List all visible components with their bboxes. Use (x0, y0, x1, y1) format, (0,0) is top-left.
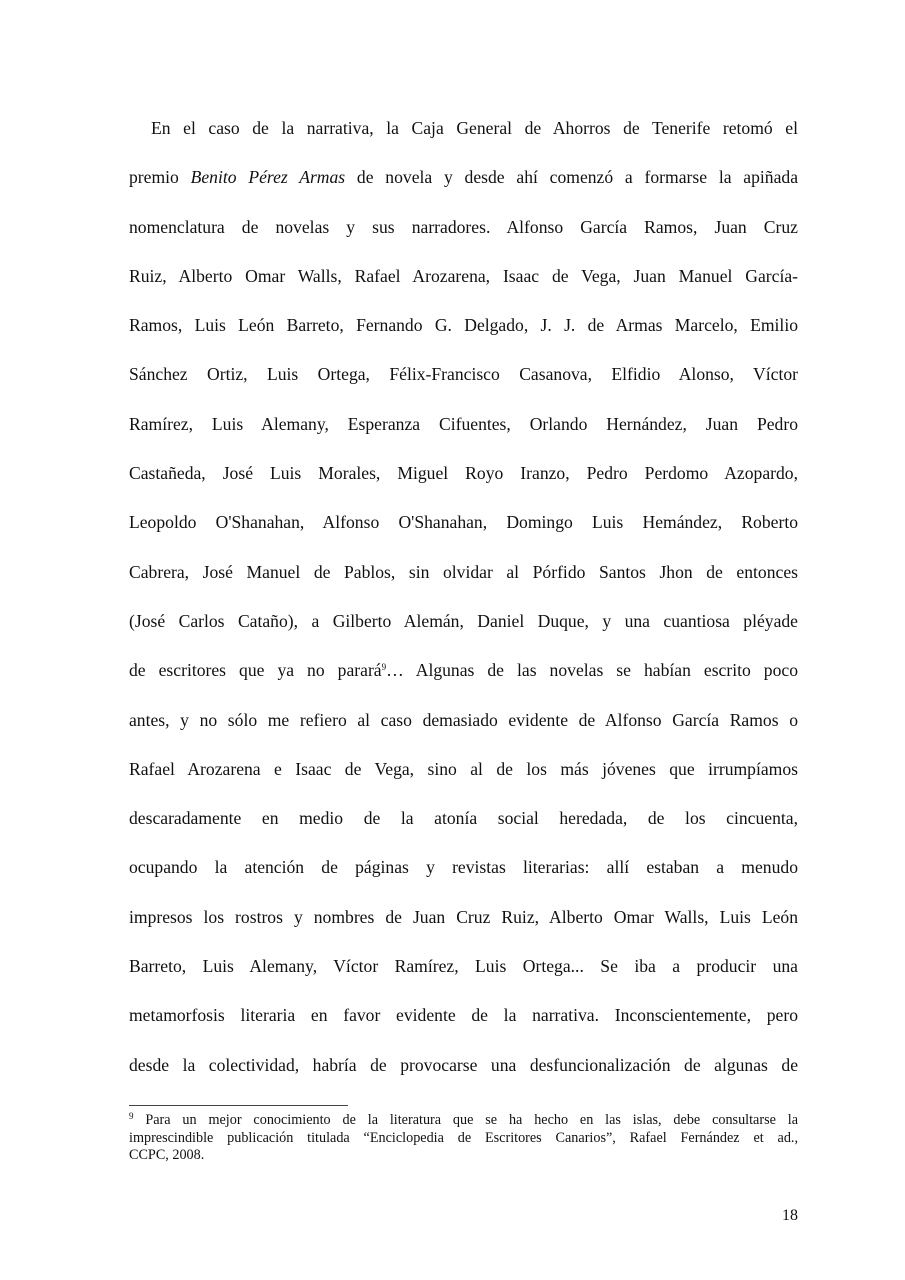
text-line-13: antes, y no sólo me refiero al caso demasiado evidente de Alfonso García Ramos o (129, 709, 798, 730)
footnote-line-1 (129, 1112, 798, 1130)
text-line-10: Cabrera, José Manuel de Pablos, sin olvidar al Pórfido Santos Jhon de entonces (129, 561, 798, 582)
text-line-1: En el caso de la narrativa, la Caja General de Ahorros de Tenerife retomó el (151, 118, 798, 138)
text-line-15: descaradamente en medio de la atonía social heredada, de los cincuenta, (129, 808, 798, 829)
text-line-19: metamorfosis literaria en favor evidente de la narrativa. Inconscientemente, pero (129, 1005, 798, 1026)
footnote-line-1-text: Para un mejor conocimiento de la literatura que se ha hecho en las islas, debe consultarse la (133, 1112, 798, 1128)
text-line-7: Ramírez, Luis Alemany, Esperanza Cifuentes, Orlando Hernández, Juan Pedro (129, 413, 798, 434)
text-line-2-rest: de novela y desde ahí comenzó a formarse la apiñada (345, 167, 798, 188)
text-line-12-rest: … Algunas de las novelas se habían escrito poco (386, 660, 798, 681)
text-line-9: Leopoldo O'Shanahan, Alfonso O'Shanahan, Domingo Luis Hemández, Roberto (129, 512, 798, 533)
text-line-14: Rafael Arozarena e Isaac de Vega, sino al de los más jóvenes que irrumpíamos (129, 758, 798, 779)
text-line-12 (129, 646, 798, 695)
text-line-17: impresos los rostros y nombres de Juan Cruz Ruiz, Alberto Omar Walls, Luis León (129, 906, 798, 927)
footnote-marker: 9 (129, 1111, 134, 1121)
text-line-2-start: premio (129, 167, 191, 188)
footnote-line-3: CCPC, 2008. (129, 1147, 205, 1164)
footnote-line-2: imprescindible publicación titulada “Enciclopedia de Escritores Canarios”, Rafael Fernández et ad., (129, 1129, 798, 1146)
text-line-2 (129, 153, 798, 202)
text-line-20: desde la colectividad, habría de provocarse una desfuncionalización de algunas de (129, 1054, 798, 1075)
page-number: 18 (782, 1207, 798, 1224)
text-line-11: (José Carlos Cataño), a Gilberto Alemán, Daniel Duque, y una cuantiosa pléyade (129, 610, 798, 631)
award-name: Benito Pérez Armas (190, 167, 346, 188)
text-line-16: ocupando la atención de páginas y revistas literarias: allí estaban a menudo (129, 857, 798, 878)
text-line-5: Ramos, Luis León Barreto, Fernando G. Delgado, J. J. de Armas Marcelo, Emilio (129, 315, 798, 336)
text-line-4: Ruiz, Alberto Omar Walls, Rafael Arozarena, Isaac de Vega, Juan Manuel García- (129, 265, 798, 286)
text-line-6: Sánchez Ortiz, Luis Ortega, Félix-Francisco Casanova, Elfidio Alonso, Víctor (129, 364, 798, 385)
text-line-18: Barreto, Luis Alemany, Víctor Ramírez, Luis Ortega... Se iba a producir una (129, 956, 798, 977)
text-line-8: Castañeda, José Luis Morales, Miguel Royo Iranzo, Pedro Perdomo Azopardo, (129, 463, 798, 484)
footnote-separator (129, 1105, 348, 1106)
footnote-reference: 9 (381, 662, 387, 673)
text-line-3: nomenclatura de novelas y sus narradores. Alfonso García Ramos, Juan Cruz (129, 216, 798, 237)
body-paragraph (129, 104, 798, 1090)
footnote (129, 1112, 798, 1165)
text-line-12-start: de escritores que ya no parará (129, 660, 382, 681)
